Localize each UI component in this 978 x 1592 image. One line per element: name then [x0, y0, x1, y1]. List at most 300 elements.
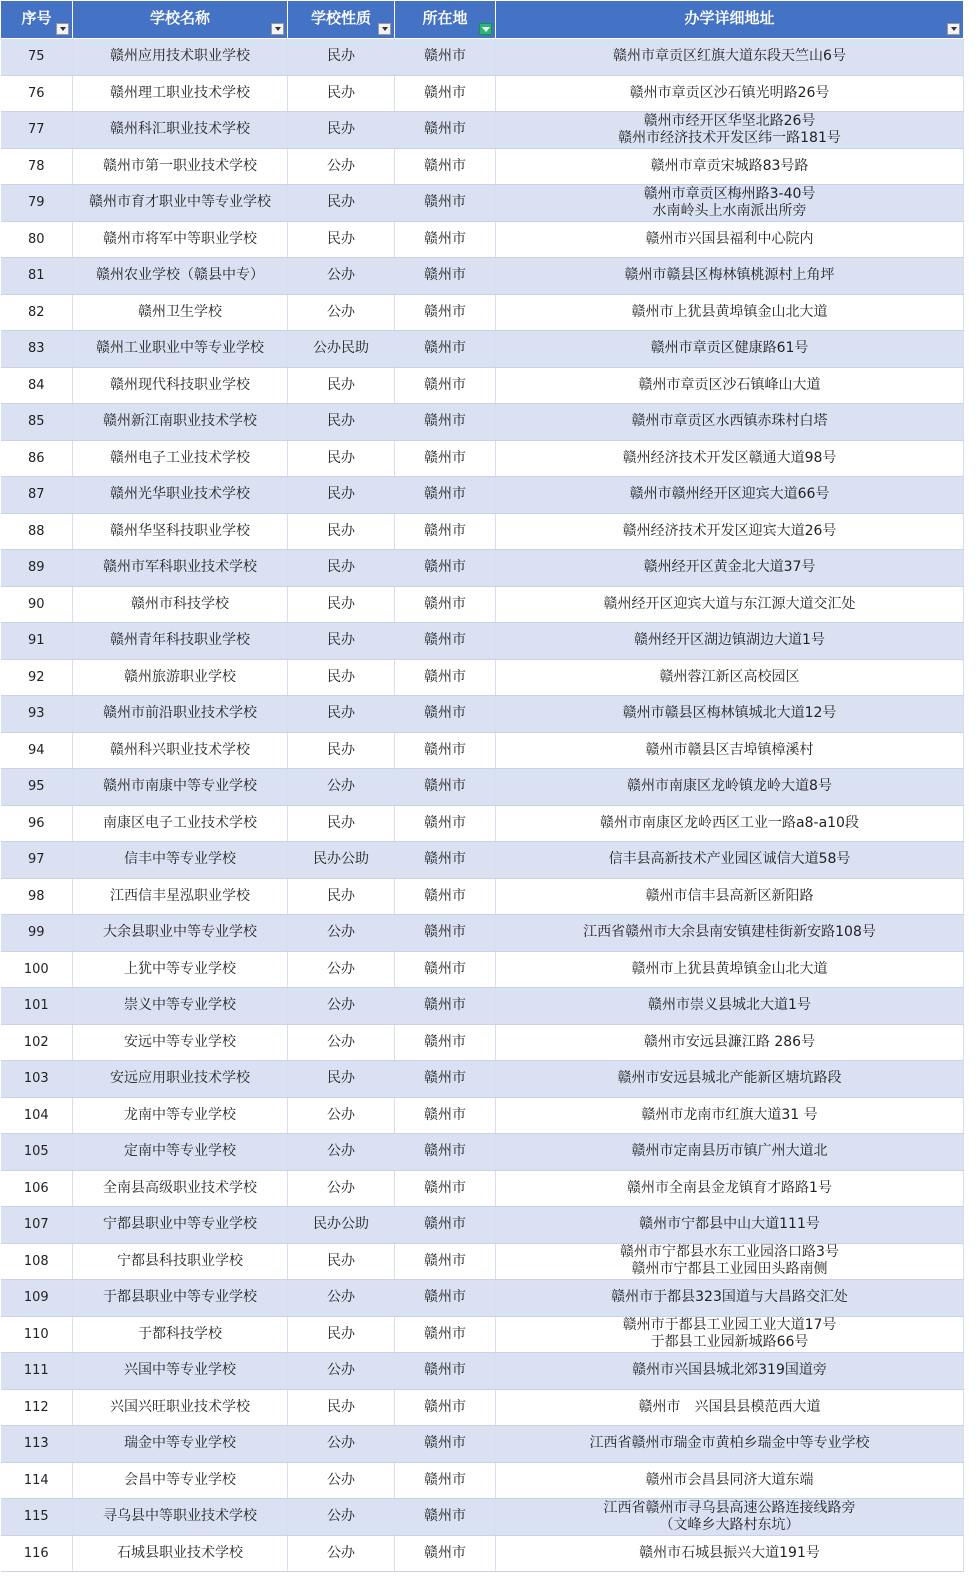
cell-school-type[interactable]: 民办: [288, 39, 395, 76]
cell-school-name[interactable]: 赣州市第一职业技术学校: [73, 148, 288, 185]
cell-school-name[interactable]: 赣州理工职业技术学校: [73, 75, 288, 112]
cell-serial-number[interactable]: 114: [1, 1462, 73, 1499]
filter-dropdown-icon[interactable]: [947, 23, 960, 35]
cell-serial-number[interactable]: 88: [1, 513, 73, 550]
address-line: 赣州市章贡宋城路83号路: [650, 157, 809, 174]
table-row: [1, 586, 964, 623]
cell-school-type[interactable]: 民办: [288, 221, 395, 258]
cell-school-type[interactable]: 公办: [288, 1024, 395, 1061]
cell-location[interactable]: 赣州市: [395, 1134, 496, 1171]
cell-address[interactable]: [496, 1462, 964, 1499]
cell-school-type[interactable]: 民办: [288, 75, 395, 112]
cell-serial-number[interactable]: 79: [1, 185, 73, 222]
cell-location[interactable]: 赣州市: [395, 1462, 496, 1499]
cell-school-name[interactable]: 安远中等专业学校: [73, 1024, 288, 1061]
cell-location[interactable]: 赣州市: [395, 294, 496, 331]
cell-serial-number[interactable]: 77: [1, 112, 73, 149]
cell-serial-number[interactable]: 92: [1, 659, 73, 696]
address-line: 江西省赣州市大余县南安镇建桂街新安路108号: [583, 924, 876, 941]
address-line: 赣州市章贡区健康路61号: [650, 340, 809, 357]
cell-serial-number[interactable]: 81: [1, 258, 73, 295]
filter-active-funnel-icon[interactable]: [479, 23, 492, 35]
cell-school-name[interactable]: 兴国兴旺职业技术学校: [73, 1389, 288, 1426]
table-row: [1, 878, 964, 915]
cell-school-type[interactable]: 民办: [288, 1243, 395, 1280]
table-row: [1, 1316, 964, 1353]
cell-address[interactable]: [496, 1170, 964, 1207]
cell-school-name[interactable]: 赣州应用技术职业学校: [73, 39, 288, 76]
address-line: 赣州市定南县历市镇广州大道北: [631, 1143, 828, 1160]
cell-location[interactable]: 赣州市: [395, 1535, 496, 1572]
cell-address[interactable]: [496, 878, 964, 915]
cell-location[interactable]: 赣州市: [395, 1499, 496, 1536]
cell-school-type[interactable]: 民办: [288, 1061, 395, 1098]
cell-school-name[interactable]: 赣州新江南职业技术学校: [73, 404, 288, 441]
table-row: [1, 1207, 964, 1244]
cell-school-type[interactable]: 公办: [288, 1462, 395, 1499]
cell-serial-number[interactable]: 90: [1, 586, 73, 623]
address-line: 江西省赣州市瑞金市黄柏乡瑞金中等专业学校: [589, 1435, 870, 1452]
table-row: [1, 915, 964, 952]
address-line: 赣州市龙南市红旗大道31 号: [641, 1106, 818, 1123]
cell-location[interactable]: 赣州市: [395, 258, 496, 295]
cell-location[interactable]: 赣州市: [395, 1097, 496, 1134]
cell-location[interactable]: 赣州市: [395, 513, 496, 550]
cell-school-name[interactable]: 赣州市前沿职业技术学校: [73, 696, 288, 733]
cell-school-type[interactable]: 民办: [288, 623, 395, 660]
address-line: 赣州市上犹县黄埠镇金山北大道: [631, 960, 828, 977]
table-row: [1, 1353, 964, 1390]
cell-school-type[interactable]: 公办: [288, 988, 395, 1025]
cell-address[interactable]: [496, 221, 964, 258]
cell-school-name[interactable]: 大余县职业中等专业学校: [73, 915, 288, 952]
table-row: [1, 1280, 964, 1317]
table-row: [1, 550, 964, 587]
table-row: [1, 367, 964, 404]
cell-address[interactable]: [496, 1535, 964, 1572]
cell-serial-number[interactable]: 96: [1, 805, 73, 842]
cell-location[interactable]: 赣州市: [395, 1353, 496, 1390]
cell-school-name[interactable]: 宁都县科技职业学校: [73, 1243, 288, 1280]
address-line: 赣州市赣县区吉埠镇樟溪村: [645, 741, 814, 758]
cell-school-type[interactable]: 公办: [288, 915, 395, 952]
table-row: [1, 1535, 964, 1572]
filter-dropdown-icon[interactable]: [378, 23, 391, 35]
cell-address[interactable]: [496, 75, 964, 112]
cell-school-type[interactable]: 公办: [288, 294, 395, 331]
cell-serial-number[interactable]: 101: [1, 988, 73, 1025]
cell-school-type[interactable]: 民办: [288, 513, 395, 550]
cell-serial-number[interactable]: 105: [1, 1134, 73, 1171]
cell-address[interactable]: [496, 112, 964, 149]
table-row: [1, 221, 964, 258]
cell-serial-number[interactable]: 75: [1, 39, 73, 76]
cell-serial-number[interactable]: 98: [1, 878, 73, 915]
cell-school-type[interactable]: 公办: [288, 258, 395, 295]
cell-location[interactable]: 赣州市: [395, 1243, 496, 1280]
address-line: 赣州市赣州经开区迎宾大道66号: [629, 486, 830, 503]
cell-location[interactable]: 赣州市: [395, 1024, 496, 1061]
cell-school-type[interactable]: 民办: [288, 185, 395, 222]
address-line: 赣州市崇义县城北大道1号: [648, 997, 811, 1014]
table-row: [1, 112, 964, 149]
cell-school-name[interactable]: 安远应用职业技术学校: [73, 1061, 288, 1098]
cell-school-type[interactable]: 民办: [288, 659, 395, 696]
cell-school-name[interactable]: 瑞金中等专业学校: [73, 1426, 288, 1463]
cell-location[interactable]: 赣州市: [395, 659, 496, 696]
address-line: 赣州市章贡区沙石镇峰山大道: [638, 376, 821, 393]
cell-school-type[interactable]: 公办: [288, 1353, 395, 1390]
cell-school-name[interactable]: 赣州华坚科技职业学校: [73, 513, 288, 550]
address-line: 赣州市经开区华坚北路26号: [643, 112, 816, 129]
cell-school-name[interactable]: 兴国中等专业学校: [73, 1353, 288, 1390]
cell-address[interactable]: [496, 148, 964, 185]
cell-address[interactable]: [496, 39, 964, 76]
cell-school-type[interactable]: 民办: [288, 112, 395, 149]
cell-school-name[interactable]: 上犹中等专业学校: [73, 951, 288, 988]
cell-location[interactable]: 赣州市: [395, 696, 496, 733]
column-header-type: 学校性质: [288, 1, 395, 39]
cell-school-type[interactable]: 民办: [288, 404, 395, 441]
table-row: [1, 185, 964, 222]
address-line: 赣州市章贡区水西镇赤珠村白塔: [631, 413, 828, 430]
cell-school-type[interactable]: 公办: [288, 951, 395, 988]
cell-address[interactable]: [496, 513, 964, 550]
address-line: 赣州市南康区龙岭镇龙岭大道8号: [627, 778, 832, 795]
cell-serial-number[interactable]: 97: [1, 842, 73, 879]
cell-address[interactable]: [496, 1024, 964, 1061]
cell-address[interactable]: [496, 659, 964, 696]
address-line: 赣州市兴国县城北郊319国道旁: [632, 1362, 827, 1379]
table-row: [1, 477, 964, 514]
cell-location[interactable]: 赣州市: [395, 331, 496, 368]
address-line: 赣州市会昌县同济大道东端: [645, 1471, 814, 1488]
cell-serial-number[interactable]: 99: [1, 915, 73, 952]
cell-address[interactable]: [496, 1426, 964, 1463]
cell-location[interactable]: 赣州市: [395, 1280, 496, 1317]
cell-school-name[interactable]: 赣州市南康中等专业学校: [73, 769, 288, 806]
cell-school-type[interactable]: 民办: [288, 477, 395, 514]
cell-school-name[interactable]: 赣州市军科职业技术学校: [73, 550, 288, 587]
cell-address[interactable]: [496, 1280, 964, 1317]
table-row: [1, 404, 964, 441]
table-row: [1, 75, 964, 112]
address-line: 赣州市赣县区梅林镇桃源村上角坪: [624, 267, 835, 284]
cell-school-type[interactable]: 民办: [288, 696, 395, 733]
address-line: 水南岭头上水南派出所旁: [652, 202, 807, 219]
cell-school-name[interactable]: 江西信丰星泓职业学校: [73, 878, 288, 915]
address-line: 信丰县高新技术产业园区诚信大道58号: [608, 851, 851, 868]
address-line: 赣州市 兴国县县模范西大道: [638, 1398, 821, 1415]
header-row: [1, 1, 964, 39]
address-line: 赣州市安远县濂江路 286号: [643, 1033, 816, 1050]
filter-dropdown-icon[interactable]: [56, 23, 69, 35]
cell-address[interactable]: [496, 367, 964, 404]
address-line: 赣州市兴国县福利中心院内: [645, 230, 814, 247]
table-row: [1, 1097, 964, 1134]
table-row: [1, 331, 964, 368]
cell-school-name[interactable]: 石城县职业技术学校: [73, 1535, 288, 1572]
cell-address[interactable]: [496, 185, 964, 222]
cell-address[interactable]: [496, 915, 964, 952]
table-row: [1, 659, 964, 696]
cell-location[interactable]: 赣州市: [395, 1207, 496, 1244]
cell-school-type[interactable]: 公办: [288, 148, 395, 185]
cell-location[interactable]: 赣州市: [395, 586, 496, 623]
cell-location[interactable]: 赣州市: [395, 404, 496, 441]
cell-school-name[interactable]: 赣州科汇职业技术学校: [73, 112, 288, 149]
cell-address[interactable]: [496, 586, 964, 623]
table-body: [1, 39, 964, 1572]
cell-school-type[interactable]: 公办: [288, 1426, 395, 1463]
table-row: [1, 148, 964, 185]
cell-address[interactable]: [496, 951, 964, 988]
table-row: [1, 258, 964, 295]
cell-address[interactable]: [496, 331, 964, 368]
address-line: 赣州市章贡区红旗大道东段天竺山6号: [613, 48, 846, 65]
cell-school-name[interactable]: 南康区电子工业技术学校: [73, 805, 288, 842]
cell-school-name[interactable]: 于都县职业中等专业学校: [73, 1280, 288, 1317]
cell-school-name[interactable]: 赣州市育才职业中等专业学校: [73, 185, 288, 222]
address-line: 赣州市经济技术开发区纬一路181号: [618, 129, 841, 146]
cell-serial-number[interactable]: 84: [1, 367, 73, 404]
cell-location[interactable]: 赣州市: [395, 1316, 496, 1353]
table-row: [1, 732, 964, 769]
cell-location[interactable]: 赣州市: [395, 951, 496, 988]
cell-school-name[interactable]: 信丰中等专业学校: [73, 842, 288, 879]
cell-address[interactable]: [496, 623, 964, 660]
cell-address[interactable]: [496, 550, 964, 587]
cell-school-name[interactable]: 赣州光华职业技术学校: [73, 477, 288, 514]
cell-address[interactable]: [496, 769, 964, 806]
address-line: 赣州市安远县城北产能新区塘坑路段: [617, 1070, 842, 1087]
cell-serial-number[interactable]: 91: [1, 623, 73, 660]
cell-serial-number[interactable]: 115: [1, 1499, 73, 1536]
cell-location[interactable]: 赣州市: [395, 623, 496, 660]
cell-school-type[interactable]: 公办: [288, 1134, 395, 1171]
address-line: 赣州市全南县金龙镇育才路路1号: [627, 1179, 832, 1196]
cell-location[interactable]: 赣州市: [395, 367, 496, 404]
column-header-address: 办学详细地址: [496, 1, 964, 39]
table-row: [1, 294, 964, 331]
cell-address[interactable]: [496, 1243, 964, 1280]
cell-school-type[interactable]: 民办: [288, 550, 395, 587]
cell-location[interactable]: 赣州市: [395, 769, 496, 806]
table-row: [1, 769, 964, 806]
cell-location[interactable]: 赣州市: [395, 842, 496, 879]
cell-serial-number[interactable]: 82: [1, 294, 73, 331]
cell-school-name[interactable]: 崇义中等专业学校: [73, 988, 288, 1025]
cell-serial-number[interactable]: 102: [1, 1024, 73, 1061]
cell-address[interactable]: [496, 1353, 964, 1390]
cell-school-type[interactable]: 民办: [288, 586, 395, 623]
cell-school-type[interactable]: 民办公助: [288, 842, 395, 879]
cell-address[interactable]: [496, 696, 964, 733]
cell-address[interactable]: [496, 1316, 964, 1353]
cell-address[interactable]: [496, 477, 964, 514]
address-line: 赣州市石城县振兴大道191号: [639, 1544, 820, 1561]
cell-school-name[interactable]: 定南中等专业学校: [73, 1134, 288, 1171]
cell-address[interactable]: [496, 805, 964, 842]
cell-serial-number[interactable]: 107: [1, 1207, 73, 1244]
cell-location[interactable]: 赣州市: [395, 805, 496, 842]
cell-serial-number[interactable]: 76: [1, 75, 73, 112]
cell-school-name[interactable]: 全南县高级职业技术学校: [73, 1170, 288, 1207]
table-row: [1, 1426, 964, 1463]
cell-location[interactable]: 赣州市: [395, 915, 496, 952]
cell-serial-number[interactable]: 83: [1, 331, 73, 368]
cell-serial-number[interactable]: 95: [1, 769, 73, 806]
cell-serial-number[interactable]: 113: [1, 1426, 73, 1463]
address-line: 赣州市于都县323国道与大昌路交汇处: [611, 1289, 848, 1306]
address-line: 于都县工业园新城路66号: [650, 1334, 809, 1351]
cell-serial-number[interactable]: 110: [1, 1316, 73, 1353]
table-row: [1, 951, 964, 988]
address-line: 赣州市宁都县中山大道111号: [639, 1216, 820, 1233]
cell-school-type[interactable]: 公办: [288, 769, 395, 806]
cell-school-type[interactable]: 公办: [288, 1280, 395, 1317]
cell-location[interactable]: 赣州市: [395, 39, 496, 76]
cell-address[interactable]: [496, 258, 964, 295]
cell-school-type[interactable]: 民办公助: [288, 1207, 395, 1244]
cell-address[interactable]: [496, 1134, 964, 1171]
cell-school-type[interactable]: 公办: [288, 1170, 395, 1207]
address-line: 赣州市宁都县水东工业园洛口路3号: [620, 1244, 839, 1261]
cell-location[interactable]: 赣州市: [395, 75, 496, 112]
table-row: [1, 696, 964, 733]
cell-serial-number[interactable]: 93: [1, 696, 73, 733]
cell-school-type[interactable]: 民办: [288, 1389, 395, 1426]
cell-serial-number[interactable]: 86: [1, 440, 73, 477]
cell-school-name[interactable]: 赣州农业学校（赣县中专）: [73, 258, 288, 295]
cell-school-name[interactable]: 会昌中等专业学校: [73, 1462, 288, 1499]
cell-school-name[interactable]: 赣州现代科技职业学校: [73, 367, 288, 404]
column-header-no: 序号: [1, 1, 73, 39]
cell-location[interactable]: 赣州市: [395, 878, 496, 915]
cell-school-type[interactable]: 公办: [288, 1499, 395, 1536]
cell-school-type[interactable]: 民办: [288, 440, 395, 477]
cell-serial-number[interactable]: 104: [1, 1097, 73, 1134]
cell-address[interactable]: [496, 732, 964, 769]
cell-school-type[interactable]: 民办: [288, 878, 395, 915]
cell-school-type[interactable]: 公办: [288, 1097, 395, 1134]
table-row: [1, 1389, 964, 1426]
cell-address[interactable]: [496, 404, 964, 441]
table-row: [1, 39, 964, 76]
cell-address[interactable]: [496, 842, 964, 879]
cell-school-type[interactable]: 公办: [288, 1535, 395, 1572]
table-row: [1, 805, 964, 842]
address-line: 赣州经济技术开发区迎宾大道26号: [622, 522, 837, 539]
cell-address[interactable]: [496, 1061, 964, 1098]
table-row: [1, 988, 964, 1025]
cell-serial-number[interactable]: 85: [1, 404, 73, 441]
table-row: [1, 1243, 964, 1280]
cell-school-name[interactable]: 宁都县职业中等专业学校: [73, 1207, 288, 1244]
address-line: 赣州市南康区龙岭西区工业一路a8-a10段: [600, 814, 859, 831]
cell-school-name[interactable]: 赣州青年科技职业学校: [73, 623, 288, 660]
cell-serial-number[interactable]: 94: [1, 732, 73, 769]
table-row: [1, 1061, 964, 1098]
table-row: [1, 1499, 964, 1536]
cell-school-name[interactable]: 赣州旅游职业学校: [73, 659, 288, 696]
cell-address[interactable]: [496, 440, 964, 477]
table-row: [1, 440, 964, 477]
cell-school-type[interactable]: 民办: [288, 732, 395, 769]
cell-location[interactable]: 赣州市: [395, 440, 496, 477]
cell-address[interactable]: [496, 1097, 964, 1134]
cell-school-name[interactable]: 赣州市将军中等职业学校: [73, 221, 288, 258]
cell-school-name[interactable]: 龙南中等专业学校: [73, 1097, 288, 1134]
cell-location[interactable]: 赣州市: [395, 550, 496, 587]
cell-serial-number[interactable]: 80: [1, 221, 73, 258]
cell-address[interactable]: [496, 1499, 964, 1536]
cell-address[interactable]: [496, 294, 964, 331]
cell-school-type[interactable]: 公办民助: [288, 331, 395, 368]
cell-serial-number[interactable]: 116: [1, 1535, 73, 1572]
cell-location[interactable]: 赣州市: [395, 1426, 496, 1463]
cell-address[interactable]: [496, 988, 964, 1025]
cell-location[interactable]: 赣州市: [395, 1061, 496, 1098]
cell-school-type[interactable]: 民办: [288, 1316, 395, 1353]
filter-dropdown-icon[interactable]: [271, 23, 284, 35]
address-line: 赣州市章贡区沙石镇光明路26号: [629, 84, 830, 101]
cell-location[interactable]: 赣州市: [395, 112, 496, 149]
cell-school-type[interactable]: 民办: [288, 367, 395, 404]
cell-location[interactable]: 赣州市: [395, 185, 496, 222]
address-line: 赣州蓉江新区高校园区: [659, 668, 800, 685]
cell-address[interactable]: [496, 1389, 964, 1426]
cell-serial-number[interactable]: 87: [1, 477, 73, 514]
cell-serial-number[interactable]: 111: [1, 1353, 73, 1390]
cell-serial-number[interactable]: 106: [1, 1170, 73, 1207]
cell-school-name[interactable]: 于都科技学校: [73, 1316, 288, 1353]
cell-serial-number[interactable]: 100: [1, 951, 73, 988]
cell-location[interactable]: 赣州市: [395, 1389, 496, 1426]
cell-school-name[interactable]: 赣州电子工业技术学校: [73, 440, 288, 477]
address-line: （文峰乡大路村东坑）: [659, 1516, 800, 1533]
cell-serial-number[interactable]: 89: [1, 550, 73, 587]
cell-school-name[interactable]: 寻乌县中等职业技术学校: [73, 1499, 288, 1536]
cell-serial-number[interactable]: 103: [1, 1061, 73, 1098]
cell-location[interactable]: 赣州市: [395, 477, 496, 514]
cell-serial-number[interactable]: 108: [1, 1243, 73, 1280]
address-line: 赣州经开区迎宾大道与东江源大道交汇处: [603, 595, 856, 612]
address-line: 赣州市章贡区梅州路3-40号: [643, 185, 816, 202]
column-header-name: 学校名称: [73, 1, 288, 39]
cell-location[interactable]: 赣州市: [395, 1170, 496, 1207]
address-line: 赣州市赣县区梅林镇城北大道12号: [622, 705, 837, 722]
cell-address[interactable]: [496, 1207, 964, 1244]
cell-location[interactable]: 赣州市: [395, 732, 496, 769]
cell-location[interactable]: 赣州市: [395, 221, 496, 258]
cell-serial-number[interactable]: 112: [1, 1389, 73, 1426]
cell-school-name[interactable]: 赣州科兴职业技术学校: [73, 732, 288, 769]
cell-location[interactable]: 赣州市: [395, 148, 496, 185]
address-line: 赣州市宁都县工业园田头路南侧: [631, 1261, 828, 1278]
cell-serial-number[interactable]: 78: [1, 148, 73, 185]
cell-school-name[interactable]: 赣州卫生学校: [73, 294, 288, 331]
table-row: [1, 842, 964, 879]
cell-school-name[interactable]: 赣州工业职业中等专业学校: [73, 331, 288, 368]
table-row: [1, 1170, 964, 1207]
cell-serial-number[interactable]: 109: [1, 1280, 73, 1317]
address-line: 赣州市于都县工业园工业大道17号: [622, 1317, 837, 1334]
table-row: [1, 513, 964, 550]
cell-location[interactable]: 赣州市: [395, 988, 496, 1025]
cell-school-type[interactable]: 民办: [288, 805, 395, 842]
cell-school-name[interactable]: 赣州市科技学校: [73, 586, 288, 623]
